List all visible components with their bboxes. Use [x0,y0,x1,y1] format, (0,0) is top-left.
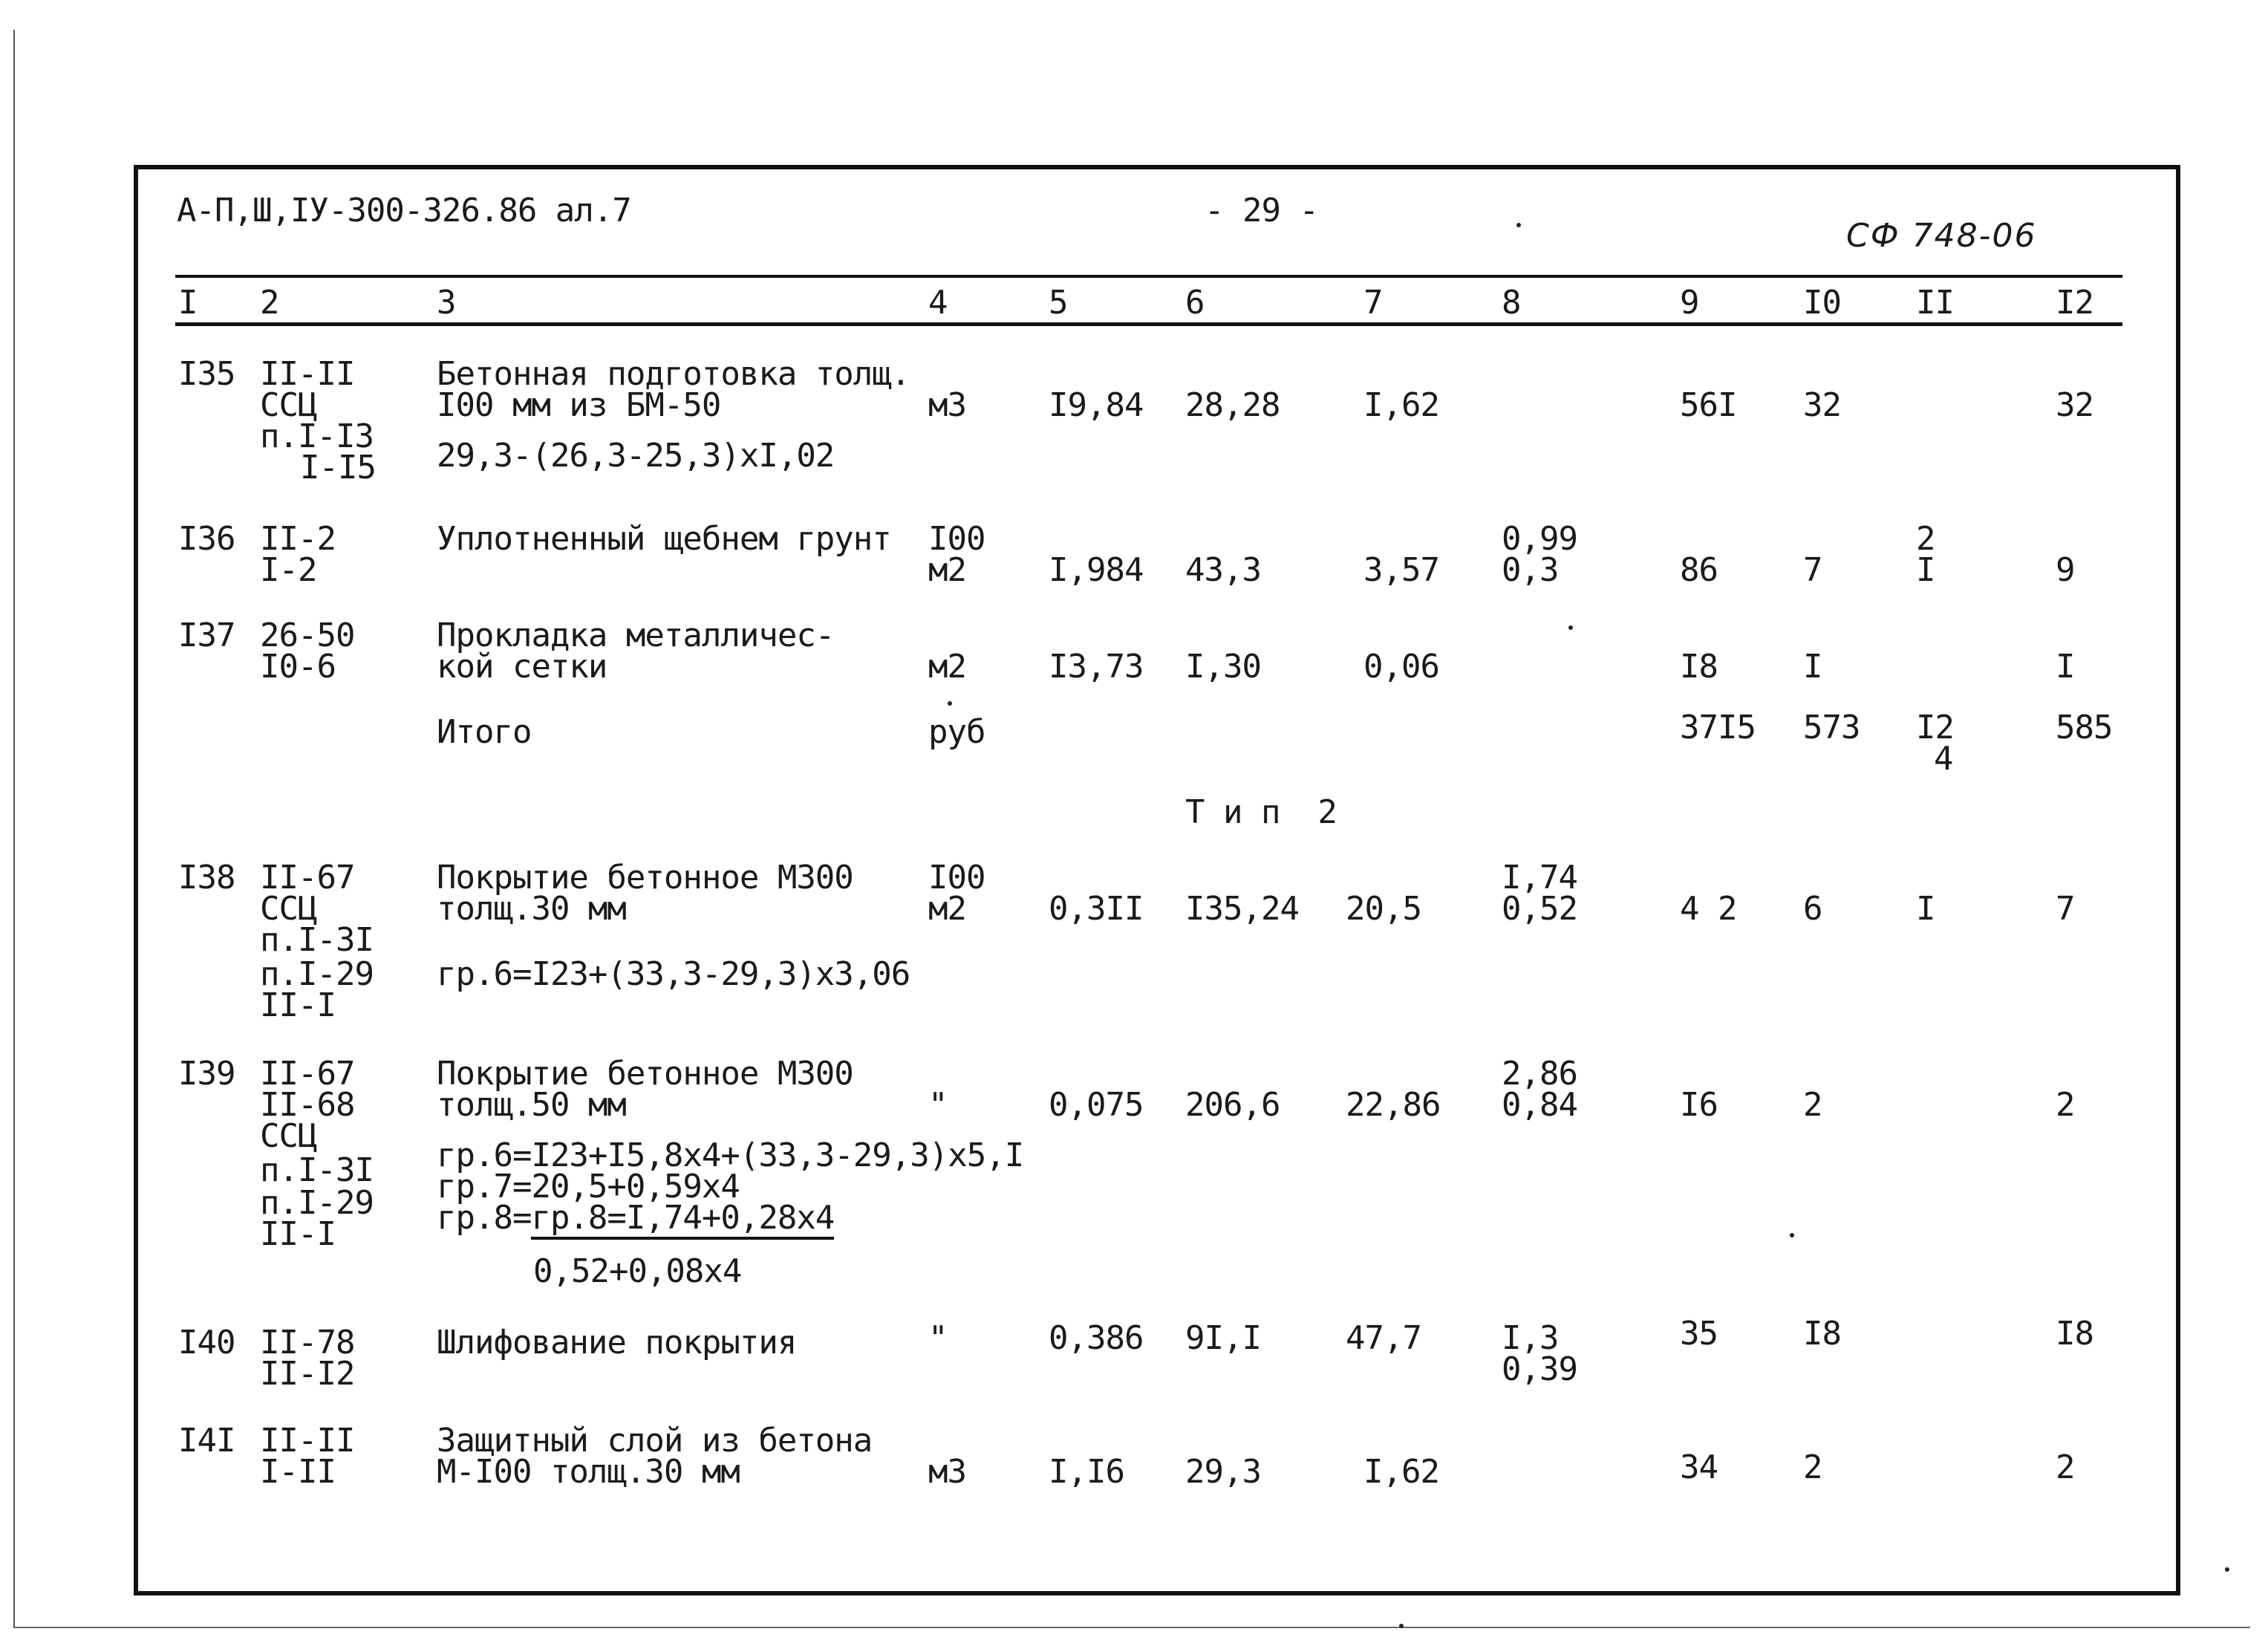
norm-code: I-I5 [300,449,376,487]
row-number: I35 [178,355,235,393]
work-description: I00 мм из БМ-50 [437,386,721,424]
column-header-2: 2 [260,284,279,322]
unit: руб [928,713,985,751]
row-number: I38 [178,859,235,897]
unit: м2 [928,551,966,589]
quantity: 0,3II [1049,890,1144,928]
total-wage: 573 [1803,709,1860,746]
total-cost: 35 [1680,1315,1718,1353]
total-sum: 2 [2056,1086,2075,1124]
unit: I00 [928,859,985,897]
total-wage: 2 [1803,1448,1822,1486]
machine-price: 0,99 [1502,520,1577,558]
calculation-note: гр.6=I23+(33,3-29,3)х3,06 [437,955,910,993]
norm-code: 26-50 [260,617,355,654]
scan-speck [1399,1624,1404,1628]
total-wage: 2 [1803,1086,1822,1124]
work-description: Защитный слой из бетона [437,1422,873,1460]
work-description: Покрытие бетонное М300 [437,1055,853,1093]
quantity: 0,075 [1049,1086,1144,1124]
total-machine: 4 [1934,740,1953,778]
unit-price: 43,3 [1185,551,1261,589]
scan-speck [1568,625,1573,630]
norm-code: II-I [260,986,336,1024]
unit-price: 9I,I [1185,1319,1261,1357]
total-wage: I [1803,648,1822,686]
norm-code: ССЦ [260,1117,317,1155]
total-wage: 32 [1803,386,1841,424]
document-code: А-П,Ш,IУ-300-326.86 ал.7 [177,192,631,230]
page-number: - 29 - [1205,192,1318,230]
machine-price: 0,39 [1502,1350,1577,1388]
norm-code: I0-6 [260,648,336,686]
column-header-5: 5 [1049,284,1068,322]
total-label: Итого [437,713,532,751]
norm-code: II-II [260,1422,355,1460]
total-sum: 9 [2056,551,2075,589]
work-description: толщ.50 мм [437,1086,626,1124]
wage-price: 20,5 [1346,890,1421,928]
quantity: 0,386 [1049,1319,1144,1357]
machine-price: I,3 [1502,1319,1559,1357]
work-description: Прокладка металличес- [437,617,835,654]
unit: I00 [928,520,985,558]
calculation-note-numerator [437,1199,835,1237]
norm-code: п.I-3I [260,921,374,959]
unit-price: 29,3 [1185,1453,1261,1491]
unit: м2 [928,890,966,928]
total-sum: 2 [2056,1448,2075,1486]
norm-code: II-78 [260,1324,355,1362]
column-header-4: 4 [928,284,948,322]
total-cost: 56I [1680,386,1737,424]
row-number: I39 [178,1055,235,1093]
unit-price: 28,28 [1185,386,1280,424]
wage-price: 3,57 [1363,551,1439,589]
wage-price: 47,7 [1346,1319,1421,1357]
norm-code: I-2 [260,551,317,589]
total-sum: 32 [2056,386,2093,424]
machine-price: I,74 [1502,859,1577,897]
unit: м2 [928,648,966,686]
column-header-10: I0 [1803,284,1841,322]
work-description: Уплотненный щебнем грунт [437,520,891,558]
calculation-note: 29,3-(26,3-25,3)хI,02 [437,437,835,475]
row-number: I37 [178,617,235,654]
calculation-note: гр.6=I23+I5,8х4+(33,3-29,3)х5,I [437,1136,1024,1174]
total-cost: I8 [1680,648,1718,686]
norm-code: II-67 [260,859,355,897]
work-description: Бетонная подготовка толщ. [437,355,910,393]
quantity: I9,84 [1049,386,1144,424]
column-header-9: 9 [1680,284,1699,322]
fraction-prefix: гр.8= [437,1199,532,1237]
total-cost: 34 [1680,1448,1718,1486]
unit: " [928,1319,948,1357]
handwritten-stamp: СФ 748-06 [1846,217,2037,255]
wage-price: 22,86 [1346,1086,1441,1124]
norm-code: II-II [260,355,355,393]
work-description: М-I00 толщ.30 мм [437,1453,740,1491]
norm-code: ССЦ [260,890,317,928]
column-header-6: 6 [1185,284,1205,322]
column-header-7: 7 [1363,284,1383,322]
work-description: Покрытие бетонное М300 [437,859,853,897]
total-machine: I [1916,890,1935,928]
norm-code: II-I2 [260,1355,355,1393]
header-rule-top [175,275,2122,278]
scan-speck [1516,223,1521,227]
norm-code: I-II [260,1453,336,1491]
wage-price: 0,06 [1363,648,1439,686]
norm-code: II-2 [260,520,336,558]
total-wage: I8 [1803,1315,1841,1353]
column-header-1: I [178,284,198,322]
machine-price: 0,3 [1502,551,1559,589]
work-description: толщ.30 мм [437,890,626,928]
scan-speck [1790,1233,1794,1237]
total-sum: 585 [2056,709,2113,746]
section-heading: Т и п 2 [1185,793,1337,831]
machine-price: 0,84 [1502,1086,1577,1124]
work-description: кой сетки [437,648,607,686]
unit: м3 [928,1453,966,1491]
norm-code: II-I [260,1215,336,1253]
column-header-8: 8 [1502,284,1521,322]
wage-price: I,62 [1363,1453,1439,1491]
quantity: I,984 [1049,551,1144,589]
row-number: I40 [178,1324,235,1362]
norm-code: п.I-3I [260,1151,374,1189]
machine-price: 0,52 [1502,890,1577,928]
norm-code: II-67 [260,1055,355,1093]
unit-price: I,30 [1185,648,1261,686]
total-sum: 7 [2056,890,2075,928]
scan-speck [2225,1567,2229,1572]
unit: м3 [928,386,966,424]
quantity: I3,73 [1049,648,1144,686]
total-sum: I8 [2056,1315,2093,1353]
calculation-note-denominator: 0,52+0,08х4 [533,1252,742,1290]
total-machine: 2 [1916,520,1935,558]
column-header-3: 3 [437,284,456,322]
work-description: Шлифование покрытия [437,1324,797,1362]
norm-code: II-68 [260,1086,355,1124]
total-wage: 6 [1803,890,1822,928]
unit: " [928,1086,948,1124]
total-cost: I6 [1680,1086,1718,1124]
quantity: I,I6 [1049,1453,1124,1491]
total-machine: I [1916,551,1935,589]
fraction-numerator: гр.8=I,74+0,28х4 [531,1199,834,1240]
norm-code: п.I-I3 [260,417,374,455]
unit-price: 206,6 [1185,1086,1280,1124]
unit-price: I35,24 [1185,890,1299,928]
norm-code: п.I-29 [260,955,374,993]
total-machine: I2 [1916,709,1954,746]
wage-price: I,62 [1363,386,1439,424]
column-header-12: I2 [2056,284,2093,322]
total-cost: 37I5 [1680,709,1756,746]
calculation-note: гр.7=20,5+0,59х4 [437,1168,740,1206]
norm-code: ССЦ [260,386,317,424]
norm-code: п.I-29 [260,1184,374,1222]
row-number: I36 [178,520,235,558]
header-rule-bottom [175,322,2122,326]
total-sum: I [2056,648,2075,686]
total-wage: 7 [1803,551,1822,589]
scan-speck [948,701,952,706]
total-cost: 4 2 [1680,890,1737,928]
column-header-11: II [1916,284,1954,322]
total-cost: 86 [1680,551,1718,589]
machine-price: 2,86 [1502,1055,1577,1093]
row-number: I4I [178,1422,235,1460]
